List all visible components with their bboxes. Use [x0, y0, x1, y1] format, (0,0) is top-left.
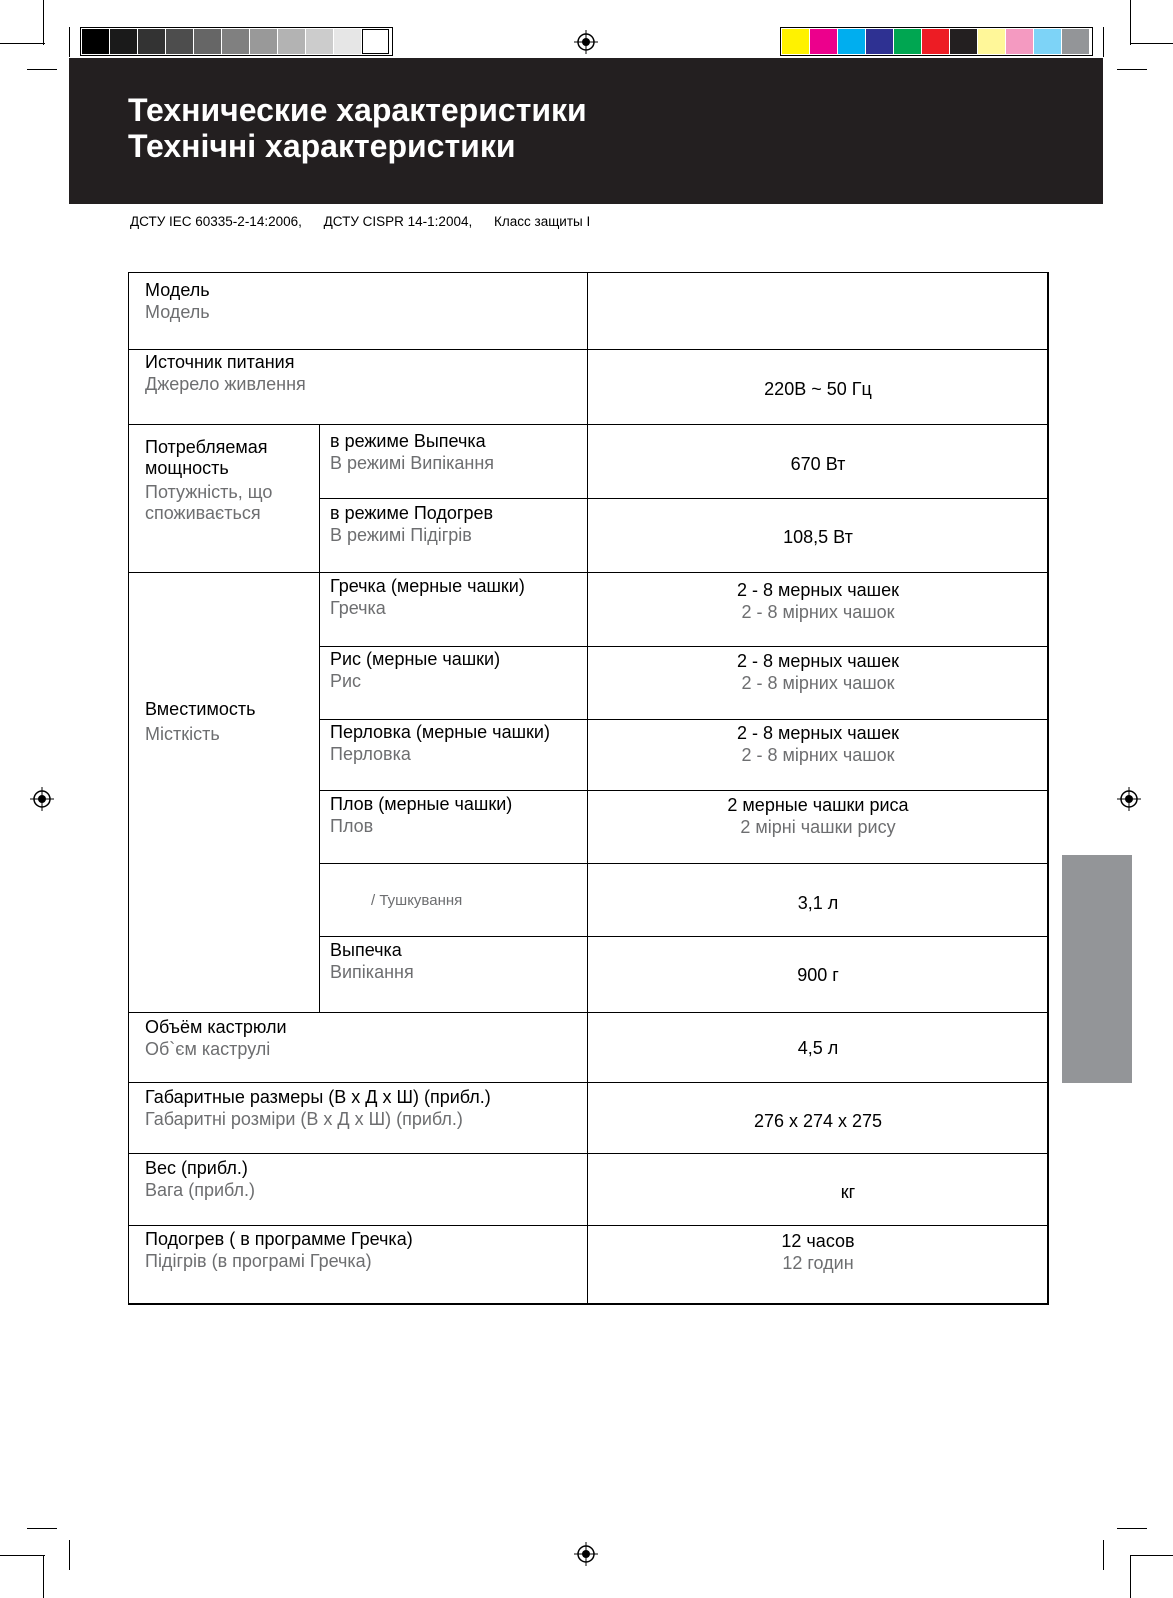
crop-mark: [1103, 1540, 1104, 1570]
row-keep-warm-label: Подогрев ( в программе Гречка) Підігрів (в програмі Гречка): [145, 1229, 413, 1271]
capacity-bake-value: 900 г: [797, 965, 839, 985]
capacity-stew-value: 3,1 л: [797, 893, 839, 913]
consumption-baking-value: 670 Вт: [790, 454, 846, 474]
color-swatch: [334, 29, 361, 54]
row-capacity-label: Вместимость Місткість: [145, 699, 256, 744]
crop-mark: [1103, 27, 1104, 57]
row-dimensions-value: 276 х 274 х 275: [753, 1111, 883, 1131]
crop-mark: [1117, 69, 1147, 70]
page-title-ua: Технічні характеристики: [128, 128, 516, 164]
crop-mark: [1117, 1528, 1147, 1529]
color-swatch: [838, 29, 865, 54]
capacity-pilaf-value: 2 мерные чашки риса 2 мірні чашки рису: [727, 795, 909, 837]
color-swatch: [250, 29, 277, 54]
crop-mark: [27, 1528, 57, 1529]
consumption-warming-label: в режиме Подогрев В режимі Підігрів: [330, 503, 494, 545]
color-swatch: [810, 29, 837, 54]
color-swatch: [894, 29, 921, 54]
color-swatch: [194, 29, 221, 54]
crop-mark: [69, 27, 70, 57]
color-swatch: [866, 29, 893, 54]
color-swatch: [1062, 29, 1089, 54]
capacity-pilaf-label: Плов (мерные чашки) Плов: [330, 794, 513, 836]
crop-mark: [0, 1555, 45, 1556]
color-swatch: [306, 29, 333, 54]
crop-mark: [1130, 0, 1131, 45]
protection-class: Класс защиты I: [494, 214, 591, 229]
row-pot-volume-label: Объём кастрюли Об`єм каструлі: [145, 1017, 287, 1059]
capacity-barley-value: 2 - 8 мерных чашек 2 - 8 мірних чашок: [736, 723, 899, 765]
crop-mark: [43, 1555, 44, 1598]
row-power-source-value: 220В ~ 50 Гц: [764, 379, 872, 399]
standard-cispr: ДСТУ CISPR 14-1:2004,: [323, 214, 473, 229]
color-swatch: [1034, 29, 1061, 54]
capacity-buckwheat-label: Гречка (мерные чашки) Гречка: [330, 576, 525, 618]
crop-mark: [27, 69, 57, 70]
crop-mark: [1130, 1555, 1173, 1556]
row-weight-label: Вес (прибл.) Вага (прибл.): [145, 1158, 256, 1200]
color-swatch: [82, 29, 109, 54]
color-swatch: [222, 29, 249, 54]
capacity-rice-label: Рис (мерные чашки) Рис: [330, 649, 501, 691]
color-swatch: [950, 29, 977, 54]
color-swatch: [138, 29, 165, 54]
row-power-source-label: Источник питания Джерело живлення: [145, 352, 306, 394]
registration-mark-icon: [1117, 787, 1141, 811]
capacity-barley-label: Перловка (мерные чашки) Перловка: [330, 722, 550, 764]
registration-mark-icon: [574, 1542, 598, 1566]
registration-mark-icon: [574, 30, 598, 54]
crop-mark: [0, 43, 45, 44]
page-title-ru: Технические характеристики: [128, 92, 587, 128]
color-swatch: [110, 29, 137, 54]
capacity-rice-value: 2 - 8 мерных чашек 2 - 8 мірних чашок: [736, 651, 899, 693]
consumption-warming-value: 108,5 Вт: [783, 527, 853, 547]
capacity-stew-label: / Тушкування: [371, 892, 463, 909]
crop-mark: [1130, 1555, 1131, 1598]
section-tab: [1062, 855, 1132, 1083]
row-weight-value: кг: [840, 1182, 856, 1202]
capacity-bake-label: Выпечка Випікання: [330, 940, 414, 982]
row-keep-warm-value: 12 часов 12 годин: [781, 1231, 855, 1273]
standards-line: [130, 214, 608, 229]
crop-mark: [69, 1540, 70, 1570]
crop-mark: [1130, 43, 1173, 44]
row-consumption-label: Потребляемая мощность Потужність, що споживається: [145, 437, 273, 523]
crop-mark: [43, 0, 44, 45]
row-dimensions-label: Габаритные размеры (В х Д х Ш) (прибл.) Габаритні розміри (В х Д х Ш) (прибл.): [145, 1087, 491, 1129]
capacity-buckwheat-value: 2 - 8 мерных чашек 2 - 8 мірних чашок: [736, 580, 899, 622]
row-pot-volume-value: 4,5 л: [797, 1038, 839, 1058]
color-swatch: [362, 29, 389, 54]
standard-iec: ДСТУ IEC 60335-2-14:2006,: [130, 214, 302, 229]
consumption-baking-label: в режиме Выпечка В режимі Випікання: [330, 431, 495, 473]
color-swatch: [166, 29, 193, 54]
color-swatch: [278, 29, 305, 54]
color-swatch: [782, 29, 809, 54]
color-swatch: [1006, 29, 1033, 54]
row-model-label: Модель Модель: [145, 280, 210, 322]
color-swatch: [922, 29, 949, 54]
color-swatch: [978, 29, 1005, 54]
registration-mark-icon: [30, 787, 54, 811]
page-header: [69, 58, 1103, 204]
